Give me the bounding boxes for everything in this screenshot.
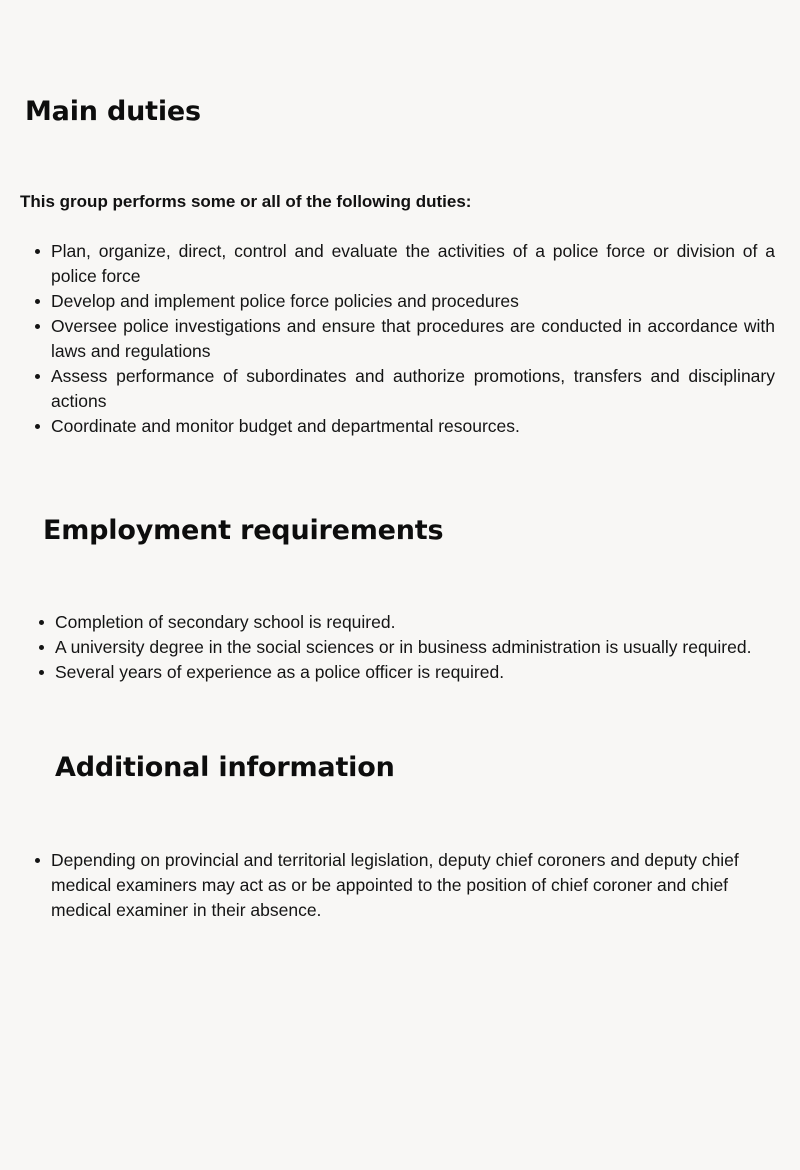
list-item: Completion of secondary school is required. [55,610,780,635]
list-item: Several years of experience as a police officer is required. [55,660,780,685]
main-duties-intro: This group performs some or all of the following duties: [20,192,472,211]
list-item: Oversee police investigations and ensure that procedures are conducted in accordance with laws and regulations [51,314,775,364]
main-duties-heading: Main duties [25,96,201,127]
list-item: Coordinate and monitor budget and departmental resources. [51,414,775,439]
employment-requirements-list [55,610,780,685]
additional-information-heading: Additional information [55,752,395,783]
employment-requirements-heading: Employment requirements [43,515,444,546]
list-item: A university degree in the social sciences or in business administration is usually required. [55,635,780,660]
list-item: Plan, organize, direct, control and evaluate the activities of a police force or division of a police force [51,239,775,289]
list-item: Develop and implement police force policies and procedures [51,289,775,314]
list-item: Assess performance of subordinates and authorize promotions, transfers and disciplinary actions [51,364,775,414]
list-item: Depending on provincial and territorial legislation, deputy chief coroners and deputy chief medical examiners may act as or be appointed to the position of chief coroner and chief medical examiner in their absence. [51,848,766,923]
additional-information-list [51,848,766,923]
main-duties-list [51,239,775,439]
